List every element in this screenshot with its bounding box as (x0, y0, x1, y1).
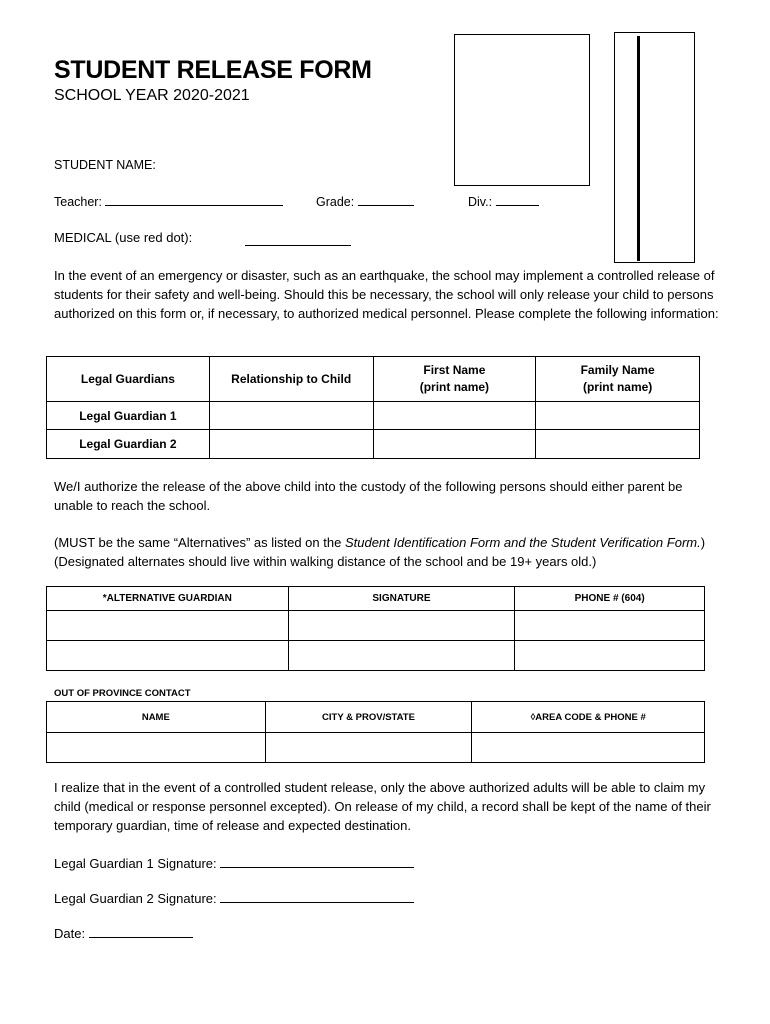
teacher-blank[interactable] (105, 194, 283, 206)
out-of-province-heading: OUT OF PROVINCE CONTACT (54, 688, 191, 699)
cell-input[interactable] (265, 733, 472, 763)
cell-input[interactable] (47, 733, 266, 763)
stripe-line (637, 36, 640, 261)
col-legal-guardians: Legal Guardians (47, 357, 210, 402)
col-name: NAME (47, 702, 266, 733)
first-name-heading: First Name (423, 363, 486, 377)
date-field[interactable] (54, 924, 193, 943)
cell-input[interactable] (515, 611, 705, 641)
guardian2-signature-label: Legal Guardian 2 Signature: (54, 891, 221, 906)
school-year: SCHOOL YEAR 2020-2021 (54, 87, 250, 104)
must-text-2: ) (Designated alternates should live within walking distance of the school and be 19+ years old.) (54, 535, 706, 569)
medical-blank[interactable] (245, 245, 351, 246)
cell-input[interactable] (288, 641, 515, 671)
col-signature: SIGNATURE (288, 587, 515, 611)
out-of-province-table (46, 701, 705, 763)
cell-input[interactable] (288, 611, 515, 641)
cell-input[interactable] (373, 430, 536, 459)
cell-input[interactable] (536, 430, 700, 459)
guardian1-signature-blank[interactable] (220, 856, 414, 868)
cell-input[interactable] (209, 430, 373, 459)
guardian2-signature-blank[interactable] (220, 891, 414, 903)
col-phone: PHONE # (604) (515, 587, 705, 611)
must-text-italic: Student Identification Form and the Student Verification Form. (344, 535, 701, 550)
must-text-1: (MUST be the same “Alternatives” as listed on the (54, 535, 345, 550)
grade-blank[interactable] (358, 194, 414, 206)
teacher-label: Teacher: (54, 195, 106, 209)
col-relationship: Relationship to Child (209, 357, 373, 402)
first-name-sub: (print name) (419, 380, 490, 394)
family-name-heading: Family Name (580, 363, 655, 377)
authorize-paragraph: We/I authorize the release of the above child into the custody of the following persons should either parent be unable to reach the school. (54, 479, 683, 513)
must-paragraph (54, 533, 722, 571)
form-title: STUDENT RELEASE FORM (54, 56, 372, 84)
family-name-sub: (print name) (582, 380, 653, 394)
stripe-box (614, 32, 695, 263)
cell-input[interactable] (515, 641, 705, 671)
date-blank[interactable] (89, 926, 193, 938)
guardian2-signature-field[interactable] (54, 889, 414, 908)
col-alternative-guardian: *ALTERNATIVE GUARDIAN (47, 587, 289, 611)
legal-guardians-table (46, 356, 700, 459)
grade-label: Grade: (316, 195, 358, 209)
col-first-name (373, 357, 536, 402)
realize-paragraph: I realize that in the event of a controlled student release, only the above authorized adults will be able to claim my child (medical or response personnel excepted). On release of my child, a record shall be kept of the name of their temporary guardian, time of release and expected destination. (54, 780, 711, 833)
teacher-field[interactable] (54, 194, 283, 209)
col-city-prov: CITY & PROV/STATE (265, 702, 472, 733)
div-blank[interactable] (496, 194, 539, 206)
date-label: Date: (54, 926, 89, 941)
row-legal-guardian-2: Legal Guardian 2 (47, 430, 210, 459)
intro-paragraph: In the event of an emergency or disaster, such as an earthquake, the school may implement a controlled release of students for their safety and well-being. Should this be necessary, the school will only release your child to persons authorized on this form or, if necessary, to authorized medical personnel. Please complete the following information: (54, 268, 719, 321)
col-family-name (536, 357, 700, 402)
cell-input[interactable] (47, 641, 289, 671)
div-field[interactable] (468, 194, 539, 209)
cell-input[interactable] (472, 733, 705, 763)
cell-input[interactable] (209, 402, 373, 430)
cell-input[interactable] (373, 402, 536, 430)
alternative-guardian-table (46, 586, 705, 671)
cell-input[interactable] (47, 611, 289, 641)
student-name-label: STUDENT NAME: (54, 158, 156, 172)
medical-label: MEDICAL (use red dot): (54, 230, 193, 245)
guardian1-signature-field[interactable] (54, 854, 414, 873)
div-label: Div.: (468, 195, 496, 209)
photo-box (454, 34, 590, 186)
guardian1-signature-label: Legal Guardian 1 Signature: (54, 856, 221, 871)
grade-field[interactable] (316, 194, 414, 209)
row-legal-guardian-1: Legal Guardian 1 (47, 402, 210, 430)
col-area-code-phone: ◊AREA CODE & PHONE # (472, 702, 705, 733)
cell-input[interactable] (536, 402, 700, 430)
